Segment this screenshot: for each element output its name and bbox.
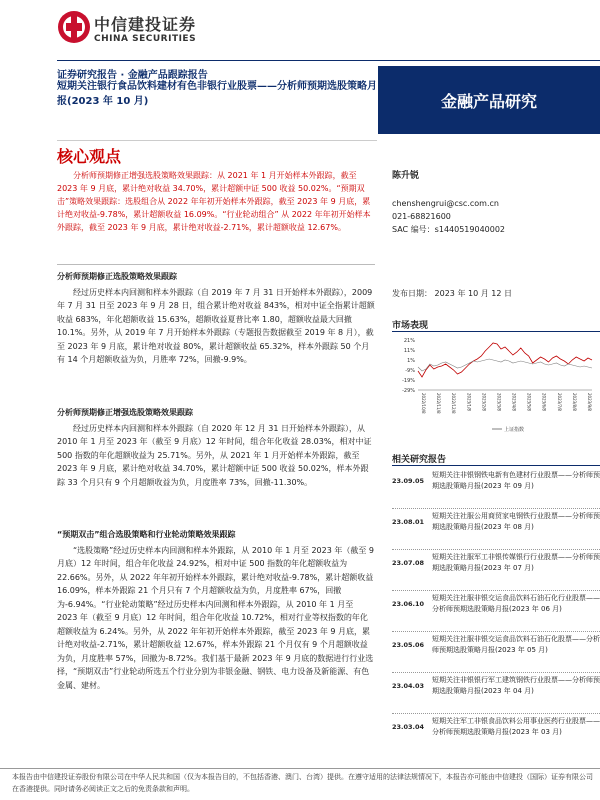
x-tick-label: 2022/12/8 [451, 393, 457, 414]
analyst-info [392, 170, 600, 236]
related-text[interactable]: 短期关注社服非银交运食品饮料石油石化股票——分析师预期选股策略月报(2023 年 05 月) [432, 635, 600, 654]
section-1-text: 经过历史样本内回测和样本外跟踪（自 2019 年 7 月 31 日开始样本外跟踪），2009 年 7 月 31 日至 2023 年 9 月 28 日，组合累计绝对收益 843%，相对中证全指累计超额收益 683%，年化超额收益 15.63%，超额收益夏普比率 1.80，超额收益最大回撤 10.1%。另外，从 2019 年 7 月开始样本外跟踪（专题报告数据截至 2019 年 8 月），截至 2023 年 9 月底，累计绝对收益 80%，累计超额收益 65.32%，样本外跟踪 50 个月有 14 个月超额收益为负，月胜率 72%，回撤-9.9%。 [57, 287, 375, 364]
core-title: 核心观点 [57, 147, 122, 166]
y-tick-label: 11% [403, 348, 415, 354]
x-tick-label: 2023/1/8 [466, 393, 472, 411]
analyst-phone: 021-68821600 [392, 212, 451, 221]
related-separator [392, 631, 600, 633]
related-date: 23.03.04 [392, 723, 425, 731]
y-tick-label: -9% [405, 368, 415, 374]
market-title: 市场表现 [392, 321, 429, 331]
market-divider [392, 331, 600, 332]
related-date: 23.09.05 [392, 477, 425, 485]
core-text: 分析师预期修正增强选股策略效果跟踪：从 2021 年 1 月开始样本外跟踪，截至 2023 年 9 月底，累计绝对收益 34.70%，累计超额中证 500 收益 50.02%。“预期双击”策略效果跟踪：选股组合从 2022 年年初开始样本外跟踪，截至 2023 年 9 月底，累计绝对收益-9.78%，累计超额收益 16.09%。“行业轮动组合” 从 2022 年年初开始样本外跟踪，截至 2023 年 9 月底，累计绝对收益-2.71%，累计超额收益 12.67%。 [57, 171, 371, 232]
body-divider [57, 264, 375, 265]
x-tick-label: 2023/4/8 [511, 393, 517, 411]
analyst-sac: SAC 编号：s1440519040002 [392, 225, 506, 234]
related-text[interactable]: 短期关注非银银行军工建筑钢铁行业股票——分析师预期选股策略月报(2023 年 04 月) [432, 676, 600, 695]
y-tick-label: -29% [402, 388, 415, 394]
related-date: 23.04.03 [392, 682, 425, 690]
section-3-title: “预期双击”组合选股策略和行业轮动策略效果跟踪 [57, 530, 236, 539]
legend-label: 上证指数 [504, 427, 525, 433]
logo-name-cn: 中信建投证券 [94, 15, 197, 34]
core-summary [57, 165, 375, 259]
x-tick-label: 2023/8/8 [571, 393, 577, 411]
x-tick-label: 2023/9/8 [587, 393, 592, 411]
x-tick-label: 2023/3/8 [496, 393, 502, 411]
related-text[interactable]: 短期关注社服非银交运食品饮料石油石化行业股票——分析师预期选股策略月报(2023 年 06 月) [432, 594, 600, 613]
related-date: 23.05.06 [392, 641, 425, 649]
related-title: 相关研究报告 [392, 455, 447, 465]
related-separator [392, 549, 600, 551]
section-3-text: “选股策略”经过历史样本内回测和样本外跟踪，从 2010 年 1 月至 2023 年（截至 9 月底）12 年时间，组合年化收益 24.92%，相对中证 500 指数的年化超额收益为 22.66%。另外，从 2022 年年初开始样本外跟踪，累计绝对收益-9.78%，累计超额收益 16.09%，样本外跟踪 21 个月只有 7 个月超额收益为负，月度胜率 67%，回撤为-6.94%。“行业轮动策略”经过历史样本内回测和样本外跟踪，从 2010 年 1 月至 2023 年（截至 9 月底）12 年时间，组合年化收益 10.72%，相对行业等权指数的年化超额收益为 6.24%。另外，从 2022 年年初开始样本外跟踪，截至 2023 年 9 月底，累计绝对收益-2.71%，累计超额收益 12.67%，样本外跟踪 21 个月仅有 9 个月超额收益为负，月度胜率 57%，回撤为-8.72%。我们基于最新 2023 年 9 月底的数据进行行业选择，“预期双击”行业轮动所选五个行业分别为非银金融、钢铁、电力设备及新能源、有色金属、建材。 [57, 545, 374, 690]
company-logo-icon [57, 10, 91, 44]
related-separator [392, 508, 600, 510]
footer-divider [0, 768, 600, 769]
y-tick-label: -19% [402, 378, 415, 384]
logo-name-en: CHINA SECURITIES [94, 34, 197, 44]
section-2-title: 分析师预期修正增强选股策略效果跟踪 [57, 408, 193, 417]
footer-disclaimer: 本报告由中信建投证券股份有限公司在中华人民共和国（仅为本报告目的，不包括香港、澳门、台湾）提供。在遵守适用的法律法规情况下，本报告亦可能由中信建投（国际）证券有限公司在香港提供。同时请务必阅读正文之后的免责条款和声明。 [12, 773, 593, 793]
section-1 [57, 270, 375, 367]
analyst-email[interactable]: chenshengrui@csc.com.cn [392, 199, 499, 208]
section-1-title: 分析师预期修正选股策略效果跟踪 [57, 272, 177, 281]
related-separator [392, 590, 600, 592]
x-tick-label: 2023/7/8 [556, 393, 562, 411]
y-tick-label: 21% [403, 338, 415, 344]
related-text[interactable]: 短期关注社服军工非银传媒银行行业股票——分析师预期选股策略月报(2023 年 07 月) [432, 553, 600, 572]
section-2 [57, 406, 375, 489]
x-tick-label: 2023/2/8 [481, 393, 487, 411]
related-separator [392, 713, 600, 715]
related-divider [392, 465, 600, 466]
y-tick-label: 1% [407, 358, 415, 364]
report-title: 短期关注银行食品饮料建材有色非银行业股票——分析师预期选股策略月报(2023 年 10 月) [57, 81, 377, 107]
banner-title: 金融产品研究 [440, 91, 537, 111]
report-category: 证券研究报告 · 金融产品跟踪报告 [57, 70, 208, 81]
x-tick-label: 2022/11/8 [436, 393, 442, 414]
analyst-name: 陈升锐 [392, 171, 420, 181]
section-3 [57, 528, 375, 692]
related-date: 23.06.10 [392, 600, 425, 608]
core-divider [57, 140, 377, 141]
related-date: 23.08.01 [392, 518, 425, 526]
related-text[interactable]: 短期关注军工非银食品饮料公用事业医药行业股票——分析师预期选股策略月报(2023 年 03 月) [432, 717, 600, 736]
publish-date: 发布日期： 2023 年 10 月 12 日 [392, 289, 512, 298]
section-2-text: 经过历史样本内回测和样本外跟踪（自 2020 年 12 月 31 日开始样本外跟踪），从 2010 年 1 月至 2023 年（截至 9 月底）12 年时间，组合年化收益 28.03%，相对中证 500 指数的年化超额收益为 25.71%。另外，从 2021 年 1 月开始样本外跟踪，截至 2023 年 9 月底，累计绝对收益 34.70%，累计超额中证 500 收益 50.02%，样本外跟踪 33 个月只有 9 个月超额收益为负，月度胜率 73%，回撤-11.30%。 [57, 423, 372, 487]
related-text[interactable]: 短期关注社服公用商贸家电钢铁行业股票——分析师预期选股策略月报(2023 年 08 月) [432, 512, 600, 531]
related-date: 23.07.08 [392, 559, 425, 567]
x-tick-label: 2023/6/8 [541, 393, 547, 411]
related-separator [392, 672, 600, 674]
market-chart [392, 334, 600, 434]
x-tick-label: 2023/5/8 [526, 393, 532, 411]
header-divider [57, 60, 600, 61]
x-tick-label: 2022/10/8 [421, 393, 426, 414]
related-text[interactable]: 短期关注非银钢铁电新有色建材行业股票——分析师预期选股策略月报(2023 年 09 月) [432, 471, 600, 490]
